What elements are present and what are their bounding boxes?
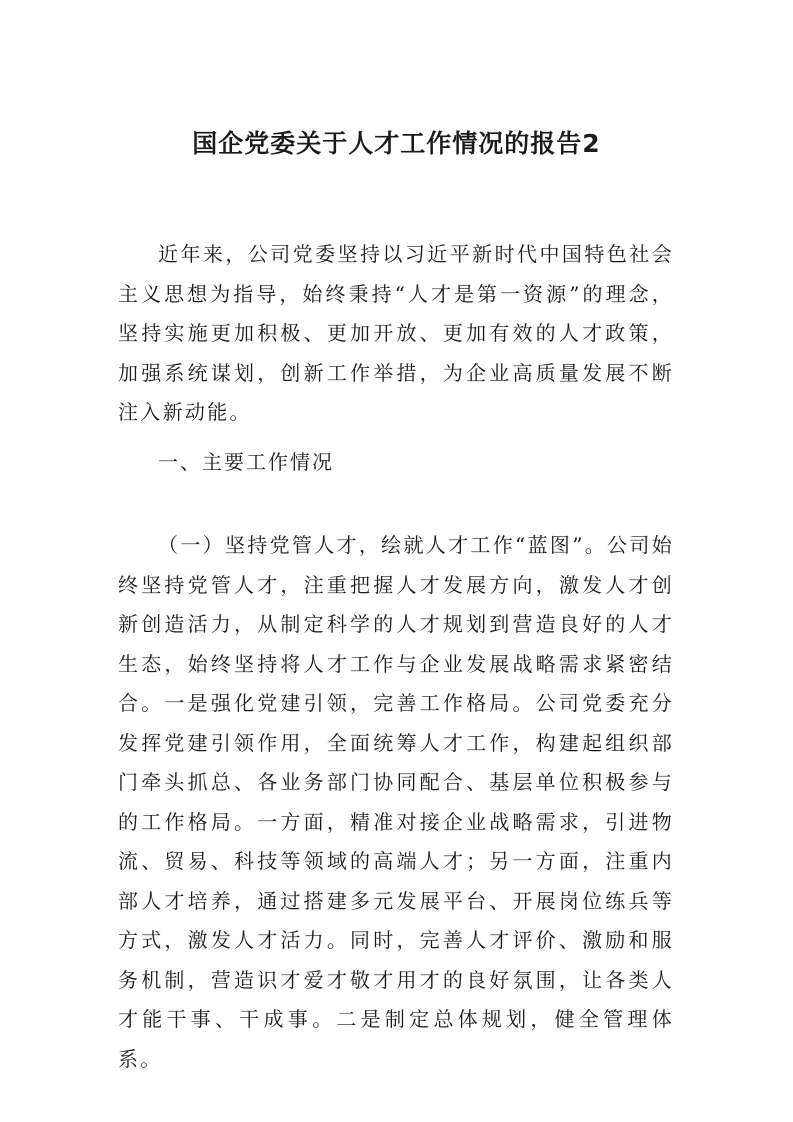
document-title: 国企党委关于人才工作情况的报告2 <box>192 129 601 158</box>
intro-paragraph: 近年来，公司党委坚持以习近平新时代中国特色社会主义思想为指导，始终秉持“人才是第一资源”的理念，坚持实施更加积极、更加开放、更加有效的人才政策，加强系统谋划，创新工作举措，为企业高质量发展不断注入新动能。 <box>118 242 674 424</box>
section-heading: 一、主要工作情况 <box>158 450 334 474</box>
section-paragraph: （一）坚持党管人才，绘就人才工作“蓝图”。公司始终坚持党管人才，注重把握人才发展方向，激发人才创新创造活力，从制定科学的人才规划到营造良好的人才生态，始终坚持将人才工作与企业发展战略需求紧密结合。一是强化党建引领，完善工作格局。公司党委充分发挥党建引领作用，全面统筹人才工作，构建起组织部门牵头抓总、各业务部门协同配合、基层单位积极参与的工作格局。一方面，精准对接企业战略需求，引进物流、贸易、科技等领域的高端人才；另一方面，注重内部人才培养，通过搭建多元发展平台、开展岗位练兵等方式，激发人才活力。同时，完善人才评价、激励和服务机制，营造识才爱才敬才用才的良好氛围，让各类人才能干事、干成事。二是制定总体规划，健全管理体系。 <box>118 533 674 1071</box>
